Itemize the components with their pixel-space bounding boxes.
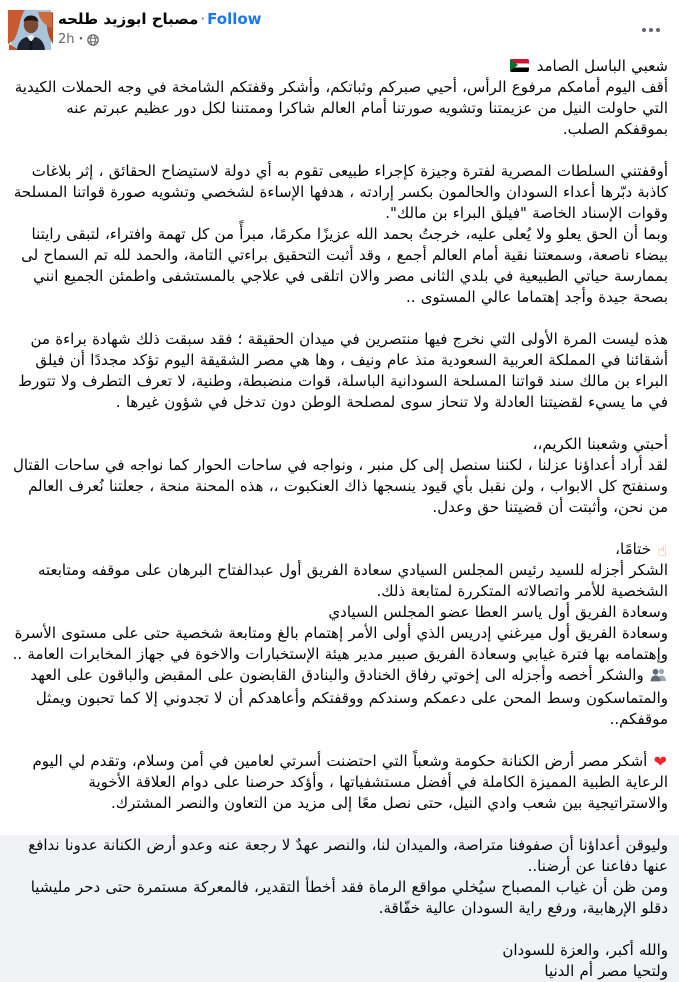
- meta-separator: ·: [78, 32, 84, 47]
- red-heart-icon: ❤: [653, 752, 667, 771]
- timestamp[interactable]: 2h: [58, 32, 75, 47]
- post-line: هذه ليست المرة الأولى التي نخرج فيها منتصرين في ميدان الحقيقة ؛ فقد سبقت ذلك شهادة براءة من أشقائنا في المملكة العربية السعودية منذ عام ونيف ، وها هي مصر الشقيقة اليوم تؤكد مجددًا أن فيلق البراء بن مالك سند قواتنا المسلحة السودانية الباسلة، قوات منضبطة، وطنية، لا تعرف التطرف ولا تتورط في ما يسيء لقضيتنا العادلة ولا تنحاز سوى لمصلحة الوطن دون تدخل في شؤون غيرها .: [18, 330, 668, 411]
- post-line: والشكر أخصه وأجزله الى إخوتي رفاق الخنادق والبنادق القابضون على المقبض والباقون على العهد والمتماسكون وسط المحن على دعمكم وسندكم ووقفتكم وأعاهدكم أن لا تجدوني إلا كما تحبون ويمثل موقفكم..: [30, 666, 668, 728]
- post-paragraph: [11, 329, 668, 413]
- post-line: وسعادة الفريق أول ميرغني إدريس الذي أولى الأمر إهتمام بالغ ومتابعة شخصية حتى على مستوى الأسرة وإهتمامه بها فترة غيابي وسعادة الفريق صبير مدير هيئة الإستخبارات والاخوة في جهاز المخابرات العامة ..: [12, 624, 668, 663]
- ellipsis-icon: [642, 28, 660, 32]
- post-body: [0, 49, 679, 982]
- post-line: وبما أن الحق يعلو ولا يُعلى عليه، خرجتُ بحمد الله عزيزًا مكرمًا، مبرأً من كل تهمة وافتراء، لتبقى رايتنا بيضاء ناصعة، وسمعتنا نقية أمام العالم أجمع ، وقد أثبت التحقيق براءتي التامة، والحمد لله تم السماح لى بممارسة حياتي الطبيعية في بلدي الثانى مصر والان اتلقى في علاجي بالمستشفى واطمئن الجميع انني بصحة جيدة وأجد إهتماما عالي المستوى ..: [21, 225, 668, 306]
- post-line: وسعادة الفريق أول ياسر العطا عضو المجلس السيادي: [328, 603, 668, 621]
- post-header: [0, 0, 679, 49]
- sudan-flag-icon: [510, 59, 529, 72]
- author-name[interactable]: مصباح ابوزيد طلحه: [58, 10, 199, 28]
- post-line: ❤ أشكر مصر أرض الكنانة حكومة وشعباً التي احتضنت أسرتي لعامين في أمن وسلام، وتقدم لي اليوم الرعاية الطبية المميزة الكاملة في أفضل مستشفياتها ، وأؤكد حرصنا على دوام العلاقة الأخوية والاستراتيجية بين شعب وادي النيل، حتى نصل معًا إلى مزيد من التعاون والنصر المشترك.: [32, 752, 668, 812]
- post-paragraph: [11, 56, 668, 140]
- post-menu-button[interactable]: [635, 18, 667, 42]
- index-pointing-up-icon: ☝: [657, 541, 667, 560]
- author-row: [58, 10, 262, 29]
- profile-photo: [11, 10, 51, 50]
- post-line: أحبتي وشعبنا الكريم،،: [532, 435, 668, 453]
- post-paragraph: [11, 835, 668, 919]
- post-paragraph: [11, 539, 668, 730]
- post-line: وليوقن أعداؤنا أن صفوفنا متراصة، والميدان لنا، والنصر عهدٌ لا رجعة عنه وعدو أرض الكنانة عدونا ندافع عنها دفاعنا عن أرضنا..: [28, 836, 668, 875]
- post-line: الشكر أجزله للسيد رئيس المجلس السيادي سعادة الفريق أول عبدالفتاح البرهان على موقفه ومتابعته الشخصية للأمر واتصالاته المتكررة لمتابعة ذلك.: [37, 561, 668, 600]
- post-paragraph: [11, 751, 668, 814]
- header-meta: [58, 9, 262, 48]
- post-line: أوقفتني السلطات المصرية لفترة وجيزة كإجراء طبيعى تقوم به أي دولة لاستيضاح الحقائق ، إثر بلاغات كاذبة دبّرها أعداء السودان والحالمون بكسر إرادته ، هدفها الإساءة لشخصي وتشويه صورة قواتنا المسلحة وقوات الإسناد الخاصة "فيلق البراء بن مالك".: [13, 162, 668, 222]
- post-line: لقد أراد أعداؤنا عزلنا ، لكننا سنصل إلى كل منبر ، ونواجه في ساحات الحوار كما نواجه في ساحات القتال وسنفتح كل الابواب ، ولن نقبل بأي قيود ينسجها ذاك العنكبوت ،، هذه المحنة منحة ، جعلتنا نُعرف العالم من نحن، وأثبتت أن قضيتنا حق وعدل.: [12, 456, 668, 516]
- post-meta-row: [58, 32, 262, 48]
- name-follow-separator: ·: [200, 10, 206, 28]
- busts-in-silhouette-icon: [650, 667, 667, 688]
- post-line: أقف اليوم أمامكم مرفوع الرأس، أحيي صبركم وثباتكم، وأشكر وقفتكم الشامخة في وجه الحملات الكيدية التي حاولت النيل من عزيمتنا وتشويه صورتنا أمام العالم شاكرا وممتننا لكل دور عظيم عبرتم عنه بموقفكم الصلب.: [14, 78, 668, 138]
- avatar[interactable]: [10, 9, 50, 49]
- globe-privacy-icon: [87, 34, 99, 46]
- post-paragraph: [11, 161, 668, 308]
- post-line: ومن ظن أن غياب المصباح سيُخلي مواقع الرماة فقد أخطأ التقدير، فالمعركة مستمرة حتى دحر مليشيا دقلو الإرهابية، ورفع راية السودان عالية خفّاقة.: [30, 878, 668, 917]
- post-line: ☝ ختامًا،: [615, 540, 667, 560]
- follow-button[interactable]: Follow: [207, 10, 262, 28]
- post-line: والله أكبر، والعزة للسودان: [502, 941, 668, 959]
- post-paragraph: [11, 940, 668, 982]
- post-line: شعبي الباسل الصامد: [11, 56, 668, 77]
- post-line: ولتحيا مصر أم الدنيا: [544, 962, 668, 980]
- post-paragraph: [11, 434, 668, 518]
